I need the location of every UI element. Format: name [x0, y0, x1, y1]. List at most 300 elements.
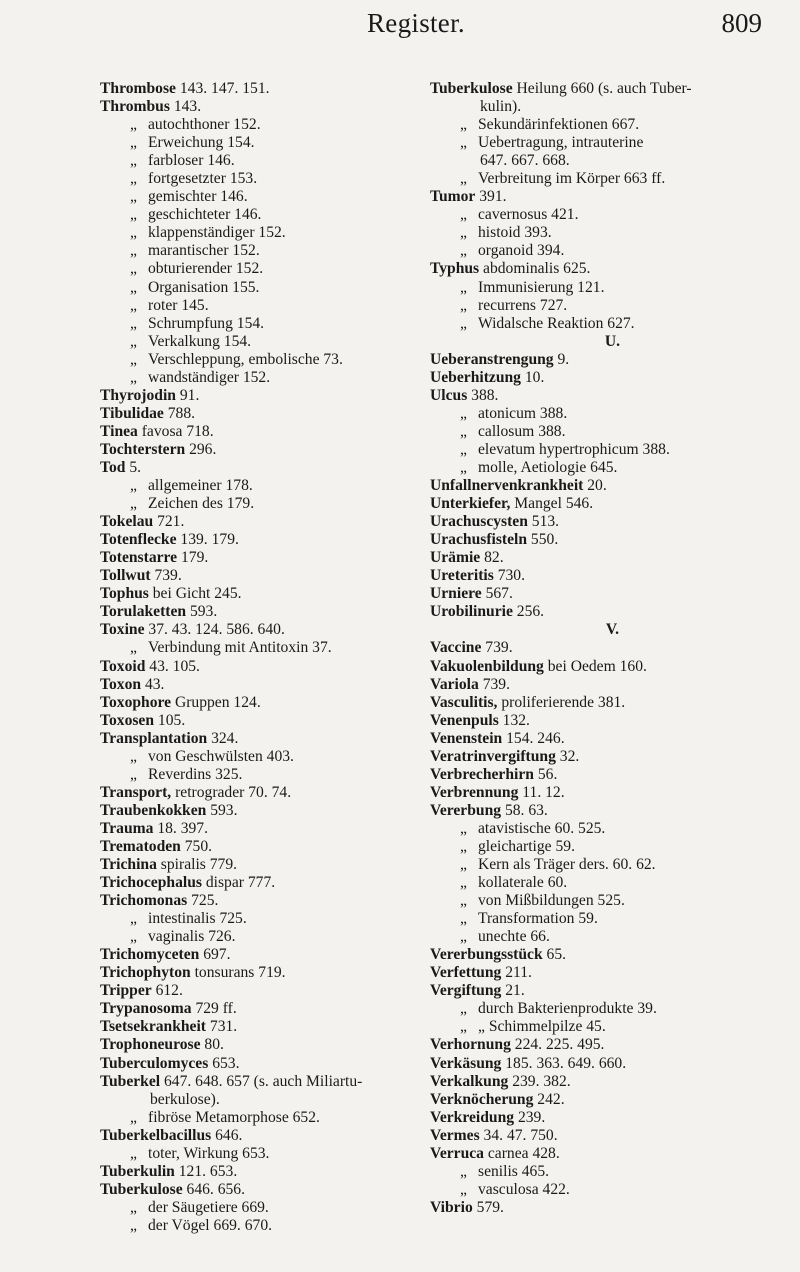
index-refs: dispar 777.: [201, 874, 276, 892]
index-subentry: [100, 170, 430, 188]
index-subentry-text: farbloser 146.: [148, 152, 235, 170]
index-refs: 567.: [481, 585, 513, 603]
index-subentry: [430, 1181, 775, 1199]
index-refs: 224. 225. 495.: [510, 1036, 605, 1054]
ditto-mark: „: [130, 495, 137, 513]
index-entry: [100, 856, 430, 874]
index-keyword: Vasculitis,: [430, 693, 498, 711]
index-keyword: Ulcus: [430, 386, 468, 404]
ditto-mark: „: [460, 206, 467, 224]
index-subentry-text: marantischer 152.: [148, 242, 260, 260]
index-keyword: Vergiftung: [430, 982, 502, 1000]
index-subentry: [100, 297, 430, 315]
index-subentry-text: wandständiger 152.: [148, 368, 271, 386]
section-letter: U.: [604, 332, 621, 350]
index-entry: [430, 946, 775, 964]
ditto-mark: „: [130, 332, 137, 350]
index-subentry-text: von Mißbildungen 525.: [478, 892, 625, 910]
index-entry: [430, 1073, 775, 1091]
index-subentry: [430, 874, 775, 892]
index-keyword: Tollwut: [100, 567, 151, 585]
ditto-mark: „: [460, 837, 467, 855]
index-subentry: [430, 423, 775, 441]
index-subentry: [100, 260, 430, 278]
index-entry: [430, 964, 775, 982]
index-keyword: Urobilinurie: [430, 603, 513, 621]
index-subentry: [430, 1163, 775, 1181]
index-subentry-text: Schrumpfung 154.: [148, 314, 265, 332]
index-refs: 65.: [542, 946, 567, 964]
index-refs: 296.: [185, 440, 217, 458]
ditto-mark: „: [460, 892, 467, 910]
index-subentry-text: kollaterale 60.: [478, 874, 568, 892]
index-subentry: [430, 1018, 775, 1036]
index-keyword: Urämie: [430, 549, 481, 567]
index-subentry: [430, 242, 775, 260]
index-entry: [100, 405, 430, 423]
ditto-mark: „: [460, 170, 467, 188]
index-keyword: Urachuscysten: [430, 513, 528, 531]
index-subentry-text: fortgesetzter 153.: [148, 170, 258, 188]
ditto-mark: „: [130, 152, 137, 170]
index-refs: bei Gicht 245.: [148, 585, 242, 603]
index-subentry-text: recurrens 727.: [478, 296, 568, 314]
index-entry: [430, 585, 775, 603]
ditto-mark: „: [130, 296, 137, 314]
ditto-mark: „: [130, 134, 137, 152]
ditto-mark: „: [460, 1000, 467, 1018]
index-subentry: [100, 1199, 430, 1217]
index-keyword: Tinea: [100, 422, 138, 440]
index-subentry: [100, 369, 430, 387]
index-subentry-text: gemischter 146.: [148, 188, 248, 206]
ditto-mark: „: [130, 477, 137, 495]
index-refs: 32.: [555, 747, 580, 765]
index-refs: 5.: [125, 458, 142, 476]
index-refs: 21.: [501, 982, 525, 1000]
ditto-mark: „: [130, 928, 137, 946]
index-entry: [100, 1181, 430, 1199]
index-keyword: Ueberhitzung: [430, 368, 521, 386]
index-refs: 154. 246.: [502, 729, 565, 747]
index-keyword: Trichomyceten: [100, 946, 200, 964]
index-entry: [430, 351, 775, 369]
ditto-mark: „: [460, 116, 467, 134]
index-keyword: Tod: [100, 458, 126, 476]
index-refs: 579.: [472, 1198, 504, 1216]
index-entry: [100, 676, 430, 694]
index-keyword: Vererbung: [430, 801, 502, 819]
index-entry: [100, 694, 430, 712]
index-refs: 725.: [187, 892, 219, 910]
index-refs: retrograder 70. 74.: [171, 783, 292, 801]
section-letter: V.: [605, 621, 620, 639]
index-refs: 730.: [493, 567, 525, 585]
index-refs: Heilung 660 (s. auch Tuber-: [512, 80, 692, 97]
index-keyword: Veratrinvergiftung: [430, 747, 556, 765]
index-subentry: [100, 242, 430, 260]
ditto-mark: „: [460, 910, 467, 928]
index-entry: [430, 730, 775, 748]
index-subentry-text: allgemeiner 178.: [148, 477, 253, 495]
index-keyword: Venenpuls: [430, 711, 499, 729]
ditto-mark: „: [130, 368, 137, 386]
index-subentry-text: elevatum hypertrophicum 388.: [478, 440, 670, 458]
index-keyword: Venenstein: [430, 729, 503, 747]
index-keyword: Trichina: [100, 856, 157, 874]
ditto-mark: „: [130, 314, 137, 332]
index-keyword: Urachusfisteln: [430, 531, 528, 549]
index-refs: 185. 363. 649. 660.: [501, 1054, 627, 1072]
index-entry: [100, 784, 430, 802]
index-entry: [430, 784, 775, 802]
index-subentry-text: Verbindung mit Antitoxin 37.: [148, 639, 332, 657]
index-subentry: [430, 910, 775, 928]
index-subentry: [100, 928, 430, 946]
index-subentry: [430, 134, 775, 152]
index-refs: tonsurans 719.: [190, 964, 286, 982]
ditto-mark: „: [460, 874, 467, 892]
index-entry: [430, 766, 775, 784]
index-refs: proliferierende 381.: [497, 693, 626, 711]
index-entry: [100, 513, 430, 531]
ditto-mark: „: [460, 856, 467, 874]
index-subentry: [430, 315, 775, 333]
index-entry: [430, 1199, 775, 1217]
index-entry: [100, 387, 430, 405]
index-keyword: Toxine: [100, 621, 145, 639]
ditto-mark: „: [130, 188, 137, 206]
index-subentry-text: intestinalis 725.: [148, 910, 247, 928]
index-refs: 179.: [177, 549, 209, 567]
ditto-mark: „: [460, 314, 467, 332]
index-subentry-text: atonicum 388.: [478, 404, 568, 422]
index-subentry-text: Zeichen des 179.: [148, 495, 255, 513]
ditto-mark: „: [130, 278, 137, 296]
index-subentry-text: gleichartige 59.: [478, 837, 575, 855]
index-continuation: kulin).: [480, 98, 522, 116]
index-subentry: [100, 116, 430, 134]
index-subentry: [430, 116, 775, 134]
index-keyword: Tsetsekrankheit: [100, 1018, 206, 1036]
index-refs: 121. 653.: [174, 1162, 238, 1180]
ditto-mark: „: [460, 440, 467, 458]
index-keyword: Verkalkung: [430, 1072, 509, 1090]
index-subentry: [100, 315, 430, 333]
ditto-mark: „: [130, 260, 137, 278]
index-keyword: Trichomonas: [100, 892, 188, 910]
index-subentry: [430, 279, 775, 297]
index-keyword: Traubenkokken: [100, 801, 207, 819]
index-subentry-text: Erweichung 154.: [148, 134, 255, 152]
index-keyword: Urniere: [430, 585, 482, 603]
index-refs: 139. 179.: [176, 531, 239, 549]
index-entry: [100, 838, 430, 856]
index-entry: [100, 1163, 430, 1181]
index-entry: [100, 531, 430, 549]
index-subentry: [100, 333, 430, 351]
index-subentry: [430, 459, 775, 477]
index-refs: 646. 656.: [182, 1180, 245, 1198]
page-title: Register.: [367, 8, 465, 38]
index-subentry: [100, 279, 430, 297]
index-keyword: Verruca: [430, 1144, 484, 1162]
index-refs: favosa 718.: [137, 422, 214, 440]
index-keyword: Vermes: [430, 1126, 480, 1144]
index-refs: 729 ff.: [191, 1000, 237, 1018]
index-refs: bei Oedem 160.: [543, 657, 647, 675]
index-keyword: Tophus: [100, 585, 149, 603]
ditto-mark: „: [130, 206, 137, 224]
index-refs: 721.: [153, 513, 185, 531]
index-keyword: Unfallnervenkrankheit: [430, 477, 584, 495]
index-refs: 593.: [186, 603, 218, 621]
index-entry: [100, 712, 430, 730]
index-entry: [430, 982, 775, 1000]
index-subentry: [100, 766, 430, 784]
index-entry: [430, 1145, 775, 1163]
index-entry: [100, 964, 430, 982]
index-keyword: Tochterstern: [100, 440, 186, 458]
index-entry: [100, 603, 430, 621]
index-entry: [100, 567, 430, 585]
index-refs: 697.: [199, 946, 231, 964]
ditto-mark: „: [460, 242, 467, 260]
index-keyword: Thrombus: [100, 98, 170, 116]
index-entry: [430, 567, 775, 585]
index-keyword: Vakuolenbildung: [430, 657, 544, 675]
ditto-mark: „: [460, 404, 467, 422]
index-entry: [100, 459, 430, 477]
index-continuation: berkulose).: [150, 1090, 220, 1108]
index-subentry: [100, 477, 430, 495]
index-entry: [430, 549, 775, 567]
index-subentry-text: Reverdins 325.: [148, 765, 243, 783]
index-entry: [100, 1055, 430, 1073]
ditto-mark: „: [130, 1216, 137, 1234]
index-refs: 739.: [150, 567, 182, 585]
index-subentry-text: Verschleppung, embolische 73.: [148, 350, 343, 368]
index-refs: 82.: [480, 549, 504, 567]
ditto-mark: „: [130, 224, 137, 242]
ditto-mark: „: [460, 458, 467, 476]
index-refs: 550.: [527, 531, 559, 549]
index-keyword: Totenstarre: [100, 549, 178, 567]
index-keyword: Vaccine: [430, 639, 482, 657]
index-refs: 593.: [206, 801, 238, 819]
ditto-mark: „: [130, 1144, 137, 1162]
index-subentry-text: histoid 393.: [478, 224, 552, 242]
index-subentry-text: der Vögel 669. 670.: [148, 1216, 273, 1234]
index-subentry-text: organoid 394.: [478, 242, 565, 260]
index-keyword: Thyrojodin: [100, 386, 176, 404]
ditto-mark: „: [460, 224, 467, 242]
ditto-mark: „: [460, 296, 467, 314]
index-entry: [430, 694, 775, 712]
index-refs: 11. 12.: [518, 783, 565, 801]
index-entry: [100, 1127, 430, 1145]
index-entry: [430, 676, 775, 694]
index-entry: [100, 658, 430, 676]
index-refs: 143.: [169, 98, 202, 116]
index-subentry-text: Transformation 59.: [478, 910, 598, 928]
index-keyword: Trypanosoma: [100, 1000, 192, 1018]
index-subentry-text: geschichteter 146.: [148, 206, 262, 224]
index-refs: 34. 47. 750.: [479, 1126, 558, 1144]
index-subentry: [430, 170, 775, 188]
ditto-mark: „: [460, 819, 467, 837]
index-entry: [100, 1000, 430, 1018]
index-subentry: [430, 297, 775, 315]
index-refs: 91.: [175, 386, 200, 404]
index-keyword: Tokelau: [100, 513, 154, 531]
index-keyword: Tibulidae: [100, 404, 164, 422]
index-refs: 56.: [533, 765, 558, 783]
index-keyword: Tumor: [430, 188, 476, 206]
index-subentry-text: von Geschwülsten 403.: [148, 747, 294, 765]
index-entry: [430, 531, 775, 549]
ditto-mark: „: [130, 116, 137, 134]
index-subentry-text: fibröse Metamorphose 652.: [148, 1108, 320, 1126]
index-keyword: Trauma: [100, 819, 154, 837]
index-subentry-text: Uebertragung, intrauterine: [478, 134, 644, 152]
index-entry: [100, 585, 430, 603]
index-keyword: Ueberanstrengung: [430, 350, 554, 368]
index-refs: 739.: [481, 639, 513, 657]
index-entry: [100, 80, 430, 98]
index-subentry: [100, 152, 430, 170]
index-subentry-text: „ Schimmelpilze 45.: [478, 1018, 606, 1036]
index-refs: 58. 63.: [501, 801, 548, 819]
index-subentry-text: vaginalis 726.: [148, 928, 236, 946]
index-entry: [430, 712, 775, 730]
index-entry: [430, 387, 775, 405]
index-entry: [430, 369, 775, 387]
index-subentry: [100, 351, 430, 369]
index-subentry-text: roter 145.: [148, 296, 209, 314]
index-subentry: [430, 820, 775, 838]
index-refs: 43.: [141, 675, 165, 693]
index-keyword: Vererbungsstück: [430, 946, 543, 964]
index-entry: [100, 892, 430, 910]
index-subentry: [430, 405, 775, 423]
index-subentry-text: durch Bakterienprodukte 39.: [478, 1000, 657, 1018]
index-keyword: Ureteritis: [430, 567, 494, 585]
index-keyword: Typhus: [430, 260, 480, 278]
index-keyword: Toxon: [100, 675, 142, 693]
index-keyword: Trophoneurose: [100, 1036, 201, 1054]
index-entry: [430, 639, 775, 657]
index-entry: [100, 802, 430, 820]
index-subentry-text: obturierender 152.: [148, 260, 264, 278]
index-subentry: [430, 441, 775, 459]
index-entry: [430, 513, 775, 531]
index-continuation: 647. 667. 668.: [480, 152, 570, 170]
ditto-mark: „: [460, 422, 467, 440]
index-column-left: [100, 80, 430, 1235]
index-subentry-text: Organisation 155.: [148, 278, 260, 296]
index-keyword: Tuberkulin: [100, 1162, 175, 1180]
index-subentry-text: molle, Aetiologie 645.: [478, 458, 618, 476]
index-refs: 788.: [163, 404, 196, 422]
index-subentry-text: Immunisierung 121.: [478, 278, 605, 296]
index-entry: [100, 982, 430, 1000]
index-entry: [100, 98, 430, 116]
index-subentry: [100, 134, 430, 152]
index-subentry-text: senilis 465.: [478, 1162, 550, 1180]
index-refs: 10.: [520, 368, 545, 386]
index-refs: spiralis 779.: [156, 856, 238, 874]
index-refs: 211.: [501, 964, 532, 982]
index-refs: 324.: [207, 729, 239, 747]
ditto-mark: „: [130, 765, 137, 783]
index-entry: [100, 621, 430, 639]
index-refs: 731.: [206, 1018, 238, 1036]
index-subentry: [100, 495, 430, 513]
page-number: 809: [721, 8, 762, 38]
ditto-mark: „: [130, 1108, 137, 1126]
ditto-mark: „: [130, 910, 137, 928]
index-keyword: Vibrio: [430, 1198, 473, 1216]
index-refs: 391.: [475, 188, 507, 206]
index-keyword: Verbrecherhirn: [430, 765, 534, 783]
index-subentry: [100, 188, 430, 206]
index-subentry: [430, 892, 775, 910]
index-subentry-text: callosum 388.: [478, 422, 566, 440]
page-header: [0, 8, 800, 48]
index-refs: 242.: [533, 1090, 565, 1108]
index-entry: [100, 946, 430, 964]
index-entry: [100, 730, 430, 748]
index-subentry-text: der Säugetiere 669.: [148, 1198, 269, 1216]
index-subentry: [100, 639, 430, 657]
index-keyword: Tuberkulose: [100, 1180, 183, 1198]
index-subentry: [430, 1000, 775, 1018]
index-subentry-text: Widalsche Reaktion 627.: [478, 314, 635, 332]
ditto-mark: „: [460, 134, 467, 152]
index-entry: [430, 1127, 775, 1145]
index-keyword: Toxophore: [100, 693, 172, 711]
index-refs: 256.: [512, 603, 545, 621]
index-keyword: Variola: [430, 675, 479, 693]
ditto-mark: „: [130, 747, 137, 765]
index-entry: [430, 260, 775, 278]
index-subentry-text: Verbreitung im Körper 663 ff.: [478, 170, 666, 188]
index-keyword: Trematoden: [100, 837, 181, 855]
index-keyword: Verkreidung: [430, 1108, 515, 1126]
ditto-mark: „: [130, 1198, 137, 1216]
index-column-right: [430, 80, 775, 1217]
index-refs: 239. 382.: [508, 1072, 571, 1090]
index-refs: 43. 105.: [145, 657, 200, 675]
ditto-mark: „: [460, 1018, 467, 1036]
index-refs: abdominalis 625.: [479, 260, 591, 278]
ditto-mark: „: [460, 1162, 467, 1180]
index-refs: 143. 147. 151.: [175, 80, 270, 97]
index-keyword: Tuberkelbacillus: [100, 1126, 212, 1144]
index-refs: 646.: [211, 1126, 243, 1144]
index-subentry-text: Kern als Träger ders. 60. 62.: [478, 856, 656, 874]
index-refs: 239.: [514, 1108, 546, 1126]
index-refs: Mangel 546.: [510, 495, 594, 513]
ditto-mark: „: [460, 928, 467, 946]
index-entry: [430, 748, 775, 766]
index-entry: [430, 1109, 775, 1127]
index-keyword: Unterkiefer,: [430, 495, 511, 513]
index-entry: [100, 549, 430, 567]
index-keyword: Trichophyton: [100, 964, 191, 982]
index-subentry-text: cavernosus 421.: [478, 206, 579, 224]
